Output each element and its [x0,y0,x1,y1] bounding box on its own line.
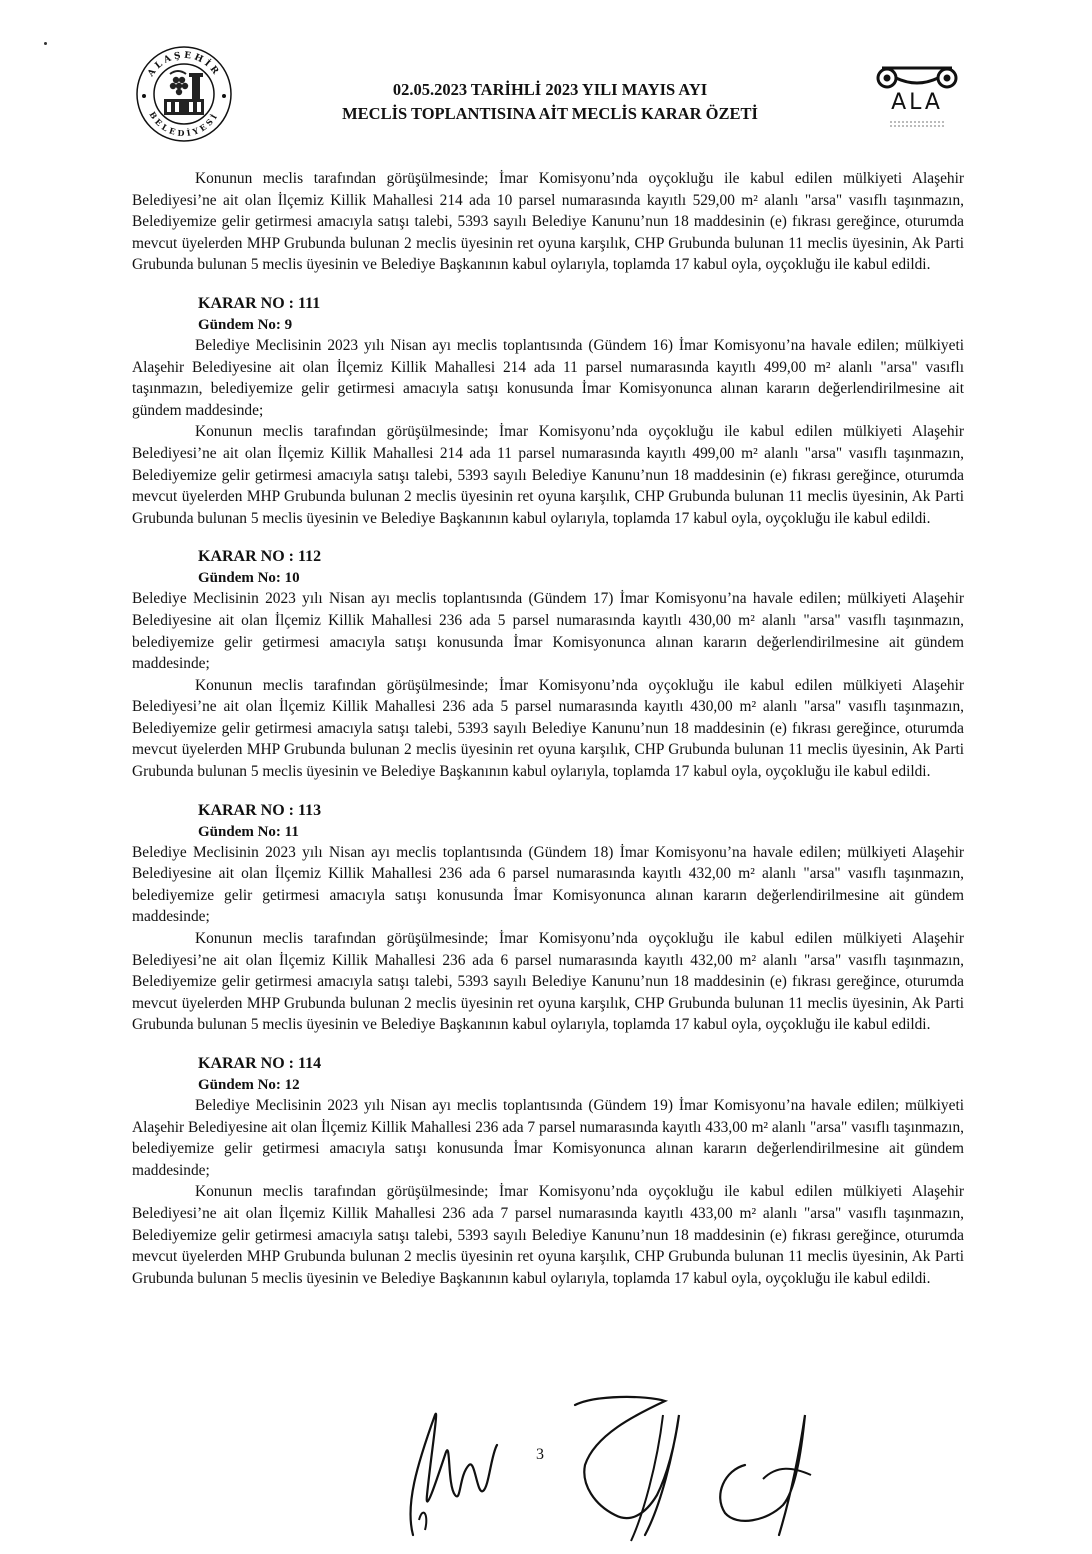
decision-block-112 [132,546,964,782]
decision-block-114 [132,1053,964,1289]
svg-text:BELEDİYESİ: BELEDİYESİ [147,109,221,139]
alasehir-seal-logo [134,44,234,144]
decision-paragraph: Konunun meclis tarafından görüşülmesinde; İmar Komisyonu’nda oyçokluğu ile kabul edilen mülkiyeti Alaşehir Belediyesi’ne ait olan İlçemiz Killik Mahallesi 236 ada 6 parsel numarasında kayıtlı 432,00 m² alanlı "arsa" vasıflı taşınmazın, Belediyemize gelir getirmesi amacıyla satışı talebi, 5393 sayılı Belediye Kanunu’nun 18 maddesinin (e) fıkrası gereğince, oturumda mevcut üyelerden MHP Grubunda bulunan 2 meclis üyesinin ret oyuna karşılık, CHP Grubunda bulunan 11 meclis üyesinin, Ak Parti Grubunda bulunan 5 meclis üyesinin ve Belediye Başkanının kabul oylarıyla, toplamda 17 kabul oyla, oyçokluğu ile kabul edildi. [132,930,964,1034]
title-line-1: 02.05.2023 TARİHLİ 2023 YILI MAYIS AYI [392,80,708,99]
decision-number: KARAR NO : 114 [198,1055,322,1072]
handwritten-signature-icon [395,1395,815,1545]
document-title [250,78,850,126]
title-line-2: MECLİS TOPLANTISINA AİT MECLİS KARAR ÖZETİ [342,104,758,123]
page-number: 3 [536,1446,544,1463]
decision-paragraph: Konunun meclis tarafından görüşülmesinde; İmar Komisyonu’nda oyçokluğu ile kabul edilen mülkiyeti Alaşehir Belediyesi’ne ait olan İlçemiz Killik Mahallesi 214 ada 11 parsel numarasında kayıtlı 499,00 m² alanlı "arsa" vasıflı taşınmazın, Belediyemize gelir getirmesi amacıyla satışı talebi, 5393 sayılı Belediye Kanunu’nun 18 maddesinin (e) fıkrası gereğince, oturumda mevcut üyelerden MHP Grubunda bulunan 2 meclis üyesinin ret oyuna karşılık, CHP Grubunda bulunan 11 meclis üyesinin, Ak Parti Grubunda bulunan 5 meclis üyesinin ve Belediye Başkanının kabul oylarıyla, toplamda 17 kabul oyla, oyçokluğu ile kabul edildi. [132,423,964,527]
agenda-paragraph: Belediye Meclisinin 2023 yılı Nisan ayı meclis toplantısında (Gündem 16) İmar Komisyonu’na havale edilen; mülkiyeti Alaşehir Belediyesine ait olan İlçemiz Killik Mahallesi 214 ada 11 parsel numarasında kayıtlı 499,00 m² alanlı "arsa" vasıflı taşınmazın, belediyemize gelir getirmesi amacıyla satışı konusunda İmar Komisyonunca alınan kararın değerlendirilmesine ait gündem maddesinde; [132,336,964,419]
decision-block-113 [132,800,964,1036]
scan-speck [44,42,47,45]
alasehir-municipality-seal-icon [134,44,234,144]
svg-text:ALAŞEHİR: ALAŞEHİR [146,50,222,79]
decision-block-111 [132,293,964,529]
agenda-number: Gündem No: 12 [198,1077,300,1093]
agenda-number: Gündem No: 11 [198,823,299,840]
agenda-paragraph: Belediye Meclisinin 2023 yılı Nisan ayı meclis toplantısında (Gündem 17) İmar Komisyonu’na havale edilen; mülkiyeti Alaşehir Belediyesine ait olan İlçemiz Killik Mahallesi 236 ada 5 parsel numarasında kayıtlı 430,00 m² alanlı "arsa" vasıflı taşınmazın, belediyemize gelir getirmesi amacıyla satışı konusunda İmar Komisyonunca alınan kararın değerlendirilmesine ait gündem maddesinde; [132,590,964,673]
decision-number: KARAR NO : 112 [198,548,322,566]
agenda-paragraph: Belediye Meclisinin 2023 yılı Nisan ayı meclis toplantısında (Gündem 18) İmar Komisyonu’na havale edilen; mülkiyeti Alaşehir Belediyesine ait olan İlçemiz Killik Mahallesi 236 ada 6 parsel numarasında kayıtlı 432,00 m² alanlı "arsa" vasıflı taşınmazın, belediyemize gelir getirmesi amacıyla satışı konusunda İmar Komisyonunca alınan kararın değerlendirilmesine ait gündem maddesinde; [132,843,964,926]
intro-paragraph: Konunun meclis tarafından görüşülmesinde; İmar Komisyonu’nda oyçokluğu ile kabul edilen mülkiyeti Alaşehir Belediyesi’ne ait olan İlçemiz Killik Mahallesi 214 ada 10 parsel numarasında kayıtlı 529,00 m² alanlı "arsa" vasıflı taşınmazın, Belediyemize gelir getirmesi amacıyla satışı talebi, 5393 sayılı Belediye Kanunu’nun 18 maddesinin (e) fıkrası gereğince, oturumda mevcut üyelerden MHP Grubunda bulunan 2 meclis üyesinin ret oyuna karşılık, CHP Grubunda bulunan 11 meclis üyesinin, Ak Parti Grubunda bulunan 5 meclis üyesinin ve Belediye Başkanının kabul oylarıyla, toplamda 17 kabul oyla, oyçokluğu ile kabul edildi. [132,170,964,274]
decision-number: KARAR NO : 111 [198,294,321,312]
agenda-paragraph: Belediye Meclisinin 2023 yılı Nisan ayı meclis toplantısında (Gündem 19) İmar Komisyonu’na havale edilen; mülkiyeti Alaşehir Belediyesine ait olan İlçemiz Killik Mahallesi 236 ada 7 parsel numarasında kayıtlı 433,00 m² alanlı "arsa" vasıflı taşınmazın, belediyemize gelir getirmesi amacıyla satışı konusunda İmar Komisyonunca alınan kararın değerlendirilmesine ait gündem maddesinde; [132,1097,964,1179]
signatures-area [395,1395,815,1545]
agenda-number: Gündem No: 10 [198,570,300,587]
ala-logo-text: ALA [891,90,943,115]
agenda-number: Gündem No: 9 [198,316,293,333]
ala-logo [872,62,962,130]
decision-paragraph: Konunun meclis tarafından görüşülmesinde; İmar Komisyonu’nda oyçokluğu ile kabul edilen mülkiyeti Alaşehir Belediyesi’ne ait olan İlçemiz Killik Mahallesi 236 ada 5 parsel numarasında kayıtlı 430,00 m² alanlı "arsa" vasıflı taşınmazın, Belediyemize gelir getirmesi amacıyla satışı talebi, 5393 sayılı Belediye Kanunu’nun 18 maddesinin (e) fıkrası gereğince, oturumda mevcut üyelerden MHP Grubunda bulunan 2 meclis üyesinin ret oyuna karşılık, CHP Grubunda bulunan 11 meclis üyesinin, Ak Parti Grubunda bulunan 5 meclis üyesinin ve Belediye Başkanının kabul oylarıyla, toplamda 17 kabul oyla, oyçokluğu ile kabul edildi. [132,676,964,781]
document-body [132,168,964,1289]
decision-paragraph: Konunun meclis tarafından görüşülmesinde; İmar Komisyonu’nda oyçokluğu ile kabul edilen mülkiyeti Alaşehir Belediyesi’ne ait olan İlçemiz Killik Mahallesi 236 ada 7 parsel numarasında kayıtlı 433,00 m² alanlı "arsa" vasıflı taşınmazın, Belediyemize gelir getirmesi amacıyla satışı talebi, 5393 sayılı Belediye Kanunu’nun 18 maddesinin (e) fıkrası gereğince, oturumda mevcut üyelerden MHP Grubunda bulunan 2 meclis üyesinin ret oyuna karşılık, CHP Grubunda bulunan 11 meclis üyesinin, Ak Parti Grubunda bulunan 5 meclis üyesinin ve Belediye Başkanının kabul oylarıyla, toplamda 17 kabul oyla, oyçokluğu ile kabul edildi. [132,1183,964,1287]
decision-number: KARAR NO : 113 [198,801,322,819]
